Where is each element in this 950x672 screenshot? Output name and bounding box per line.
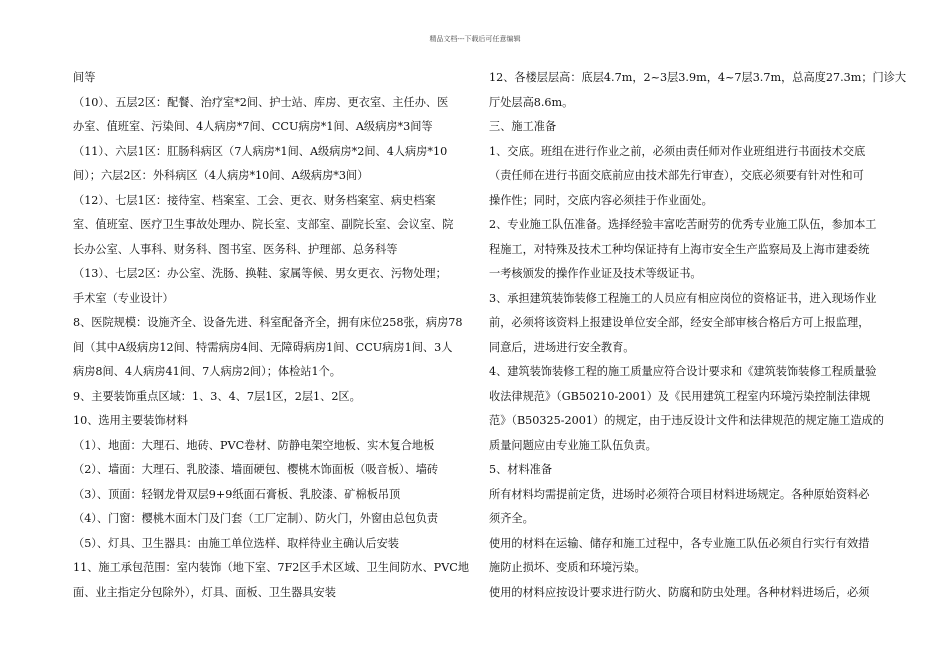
text-line: 病房8间、4人病房41间、7人病房2间）；体检站1个。 bbox=[73, 365, 341, 378]
text-line: 三、施工准备 bbox=[489, 120, 557, 133]
text-line: 质量问题应由专业施工队伍负责。 bbox=[489, 438, 657, 452]
text-line: 前，必须将该资料上报建设单位安全部，经安全部审核合格后方可上报监理， bbox=[489, 316, 870, 329]
text-line: （13）、七层2区：办公室、洗肠、换鞋、家属等候、男女更衣、污物处理； bbox=[73, 267, 447, 280]
text-line: 5、材料准备 bbox=[489, 463, 553, 476]
text-line: （1）、地面：大理石、地砖、PVC卷材、防静电架空地板、实木复合地板 bbox=[73, 438, 435, 452]
text-line: 4、建筑装饰装修工程的施工质量应符合设计要求和《建筑装饰装修工程质量验 bbox=[489, 365, 877, 378]
text-line: 办室、值班室、污染间、4人病房*7间、CCU病房*1间、A级病房*3间等 bbox=[73, 120, 433, 133]
text-line: 使用的材料应按设计要求进行防火、防腐和防虫处理。各种材料进场后，必须 bbox=[489, 585, 870, 599]
text-line: 间（其中A级病房12间、特需病房4间、无障碍病房1间、CCU病房1间、3人 bbox=[73, 340, 453, 354]
text-line: 面、业主指定分包除外），灯具、面板、卫生器具安装 bbox=[73, 585, 336, 599]
text-line: （11）、六层1区：肛肠科病区（7人病房*1间、A级病房*2间、4人病房*10 bbox=[73, 144, 448, 158]
text-line: 厅处层高8.6m。 bbox=[489, 95, 574, 109]
text-line: 程施工，对特殊及技术工种均保证持有上海市安全生产监察局及上海市建委统 bbox=[489, 242, 870, 256]
text-line: 10、选用主要装饰材料 bbox=[73, 414, 188, 427]
text-line: 长办公室、人事科、财务科、图书室、医务科、护理部、总务科等 bbox=[73, 242, 398, 256]
text-line: 9、主要装饰重点区域：1、3、4、7层1区，2层1、2区。 bbox=[73, 389, 361, 403]
text-line: 施防止损坏、变质和环境污染。 bbox=[489, 561, 646, 574]
text-line: 手术室（专业设计） bbox=[73, 291, 174, 305]
page-header: 精品文档---下载后可任意编辑 bbox=[429, 35, 521, 43]
text-line: 1、交底。班组在进行作业之前，必须由责任师对作业班组进行书面技术交底 bbox=[489, 144, 866, 158]
text-line: 同意后，进场进行安全教育。 bbox=[489, 340, 635, 354]
text-line: 8、医院规模：设施齐全、设备先进、科室配备齐全，拥有床位258张，病房78 bbox=[73, 316, 463, 329]
text-line: 间）；六层2区：外科病区（4人病房*10间、A级病房*3间） bbox=[73, 169, 369, 182]
text-line: 所有材料均需提前定货，进场时必须符合项目材料进场规定。各种原始资料必 bbox=[489, 487, 870, 501]
text-line: 收法律规范》（GB50210-2001）及《民用建筑工程室内环境污染控制法律规 bbox=[489, 389, 871, 403]
text-line: 须齐全。 bbox=[489, 512, 534, 525]
text-line: （5）、灯具、卫生器具：由施工单位选样、取样待业主确认后安装 bbox=[73, 536, 399, 550]
text-line: （3）、顶面：轻钢龙骨双层9+9纸面石膏板、乳胶漆、矿棉板吊顶 bbox=[73, 487, 401, 501]
text-line: 2、专业施工队伍准备。选择经验丰富吃苦耐劳的优秀专业施工队伍，参加本工 bbox=[489, 218, 877, 231]
text-line: （2）、墙面：大理石、乳胶漆、墙面硬包、樱桃木饰面板（吸音板）、墙砖 bbox=[73, 463, 439, 476]
text-line: 室、值班室、医疗卫生事故处理办、院长室、支部室、副院长室、会议室、院 bbox=[73, 218, 454, 231]
text-line: 3、承担建筑装饰装修工程施工的人员应有相应岗位的资格证书，进入现场作业 bbox=[489, 291, 877, 305]
right-column bbox=[489, 66, 907, 605]
text-line: 12、各楼层层高：底层4.7m，2~3层3.9m，4~7层3.7m，总高度27.3m；门诊大 bbox=[489, 71, 907, 84]
text-line: 范》（B50325-2001）的规定，由于违反设计文件和法律规范的规定施工造成的 bbox=[489, 414, 884, 427]
text-line: （4）、门窗：樱桃木面木门及门套（工厂定制）、防火门，外窗由总包负责 bbox=[73, 512, 439, 525]
text-line: （12）、七层1区：接待室、档案室、工会、更衣、财务档案室、病史档案 bbox=[73, 193, 436, 207]
text-line: 间等 bbox=[73, 71, 96, 84]
text-line: 操作性；同时，交底内容必须挂于作业面处。 bbox=[489, 193, 713, 207]
text-line: 11、施工承包范围：室内装饰（地下室、7F2区手术区域、卫生间防水、PVC地 bbox=[73, 561, 470, 574]
text-line: （10）、五层2区：配餐、治疗室*2间、护士站、库房、更衣室、主任办、医 bbox=[73, 95, 449, 109]
text-line: （责任师在进行书面交底前应由技术部先行审查），交底必须要有针对性和可 bbox=[489, 169, 864, 182]
text-line: 一考核颁发的操作作业证及技术等级证书。 bbox=[489, 267, 702, 280]
left-column bbox=[73, 66, 473, 605]
text-line: 使用的材料在运输、储存和施工过程中，各专业施工队伍必须自行实行有效措 bbox=[489, 536, 870, 550]
